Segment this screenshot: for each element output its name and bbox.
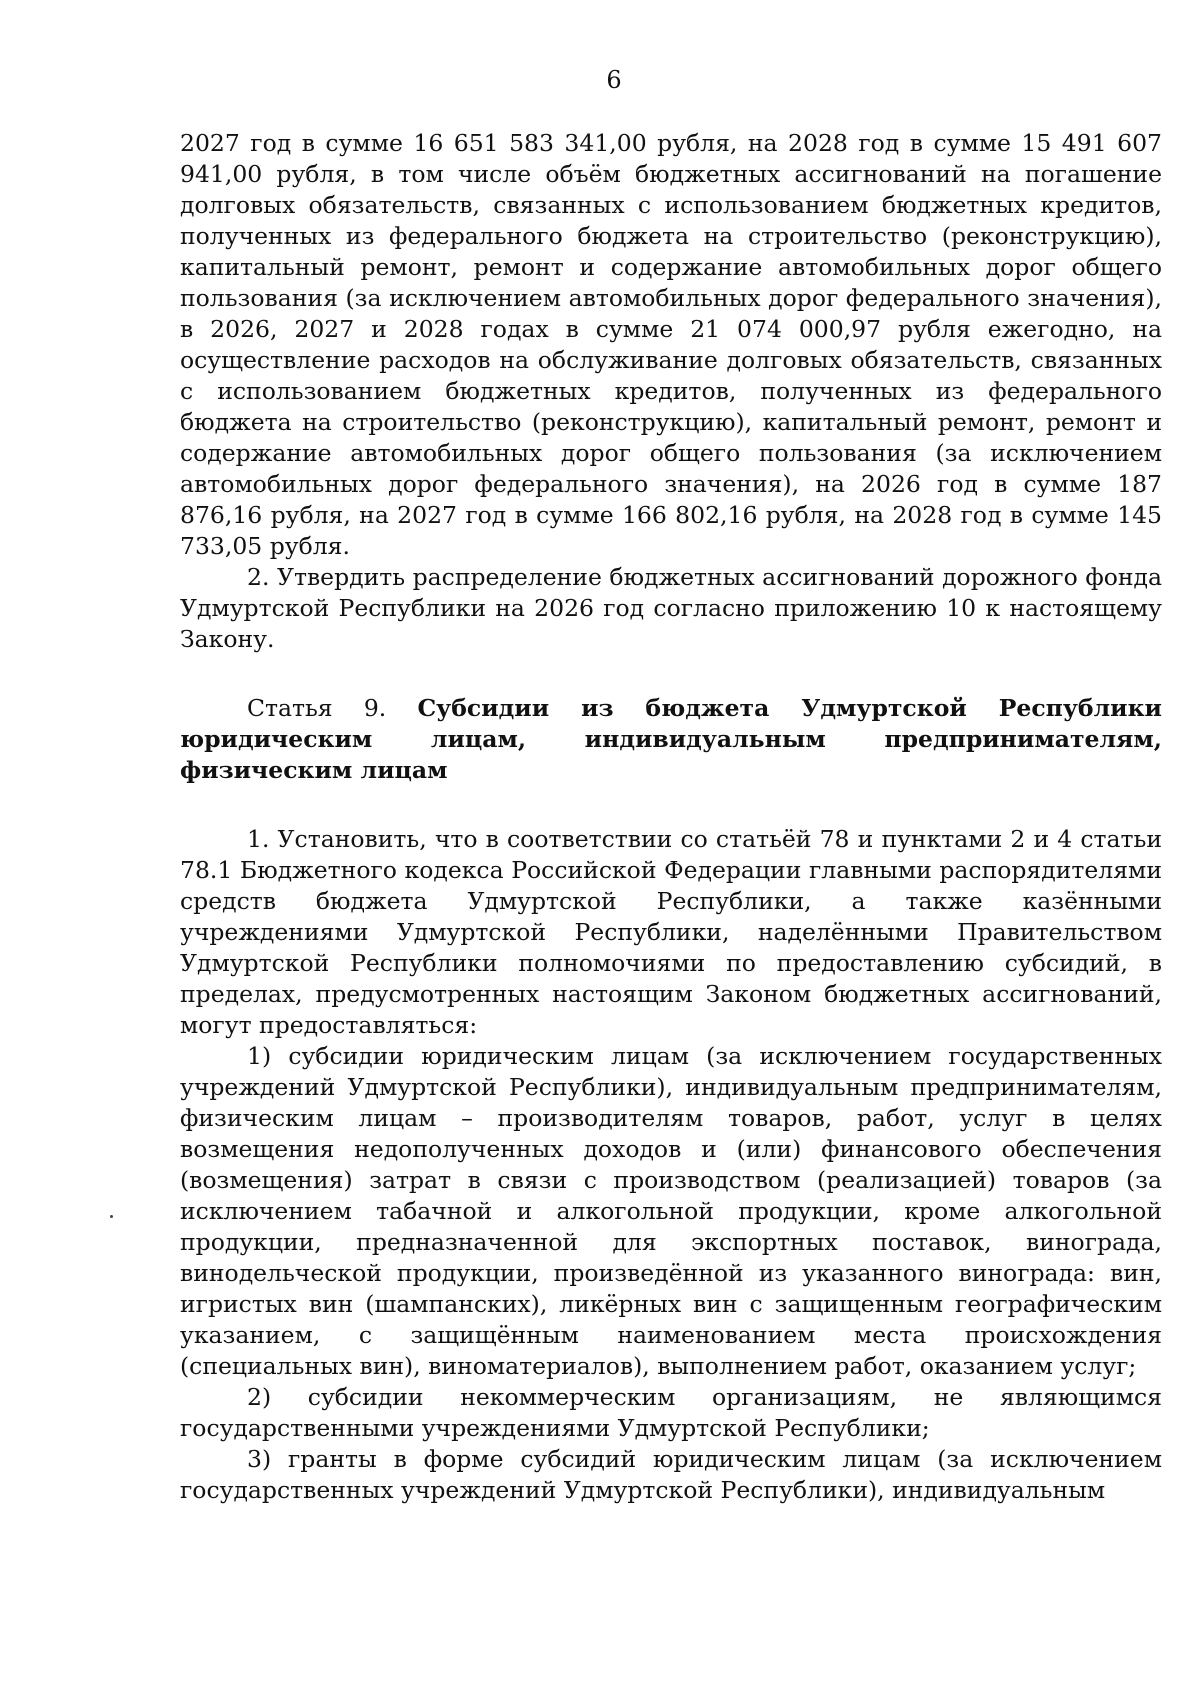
paragraph-continuation: 2027 год в сумме 16 651 583 341,00 рубля, на 2028 год в сумме 15 491 607 941,00 рубля, в том числе объём бюджетных ассигнований на погашение долговых обязательств, связанных с использованием бюджетных кредитов, полученных из федерального бюджета на строительство (реконструкцию), капитальный ремонт, ремонт и содержание автомобильных дорог общего пользования (за исключением автомобильных дорог федерального значения), в 2026, 2027 и 2028 годах в сумме 21 074 000,97 рубля ежегодно, на осуществление расходов на обслуживание долговых обязательств, связанных с использованием бюджетных кредитов, полученных из федерального бюджета на строительство (реконструкцию), капитальный ремонт, ремонт и содержание автомобильных дорог общего пользования (за исключением автомобильных дорог федерального значения), на 2026 год в сумме 187 876,16 рубля, на 2027 год в сумме 166 802,16 рубля, на 2028 год в сумме 145 733,05 рубля. <box>180 129 1162 560</box>
article-9-paragraph-1: 1. Установить, что в соответствии со статьёй 78 и пунктами 2 и 4 статьи 78.1 Бюджетного кодекса Российской Федерации главными распорядителями средств бюджета Удмуртской Республики, а также казёнными учреждениями Удмуртской Республики, наделёнными Правительством Удмуртской Республики полномочиями по предоставлению субсидий, в пределах, предусмотренных настоящим Законом бюджетных ассигнований, могут предоставляться: <box>180 825 1162 1039</box>
article-9-item-3: 3) гранты в форме субсидий юридическим лицам (за исключением государственных учреждений Удмуртской Республики), индивидуальным <box>180 1445 1162 1504</box>
page-number: 6 <box>606 66 622 94</box>
scan-speck <box>110 1215 113 1218</box>
article-label: Статья 9. <box>247 694 418 722</box>
article-9-item-2: 2) субсидии некоммерческим организациям, не являющимся государственными учреждениями Удмуртской Республики; <box>180 1383 1162 1442</box>
document-body <box>180 128 1162 1506</box>
paragraph-item-2: 2. Утвердить распределение бюджетных ассигнований дорожного фонда Удмуртской Республики на 2026 год согласно приложению 10 к настоящему Закону. <box>180 563 1162 653</box>
article-9-item-1: 1) субсидии юридическим лицам (за исключением государственных учреждений Удмуртской Республики), индивидуальным предпринимателям, физическим лицам – производителям товаров, работ, услуг в целях возмещения недополученных доходов и (или) финансового обеспечения (возмещения) затрат в связи с производством (реализацией) товаров (за исключением табачной и алкогольной продукции, кроме алкогольной продукции, предназначенной для экспортных поставок, винограда, винодельческой продукции, произведённой из указанного винограда: вин, игристых вин (шампанских), ликёрных вин с защищенным географическим указанием, с защищённым наименованием места происхождения (специальных вин), виноматериалов), выполнением работ, оказанием услуг; <box>180 1042 1162 1380</box>
article-title: Субсидии из бюджета Удмуртской Республики юридическим лицам, индивидуальным предпринимателям, физическим лицам <box>180 694 1162 784</box>
article-heading <box>180 693 1162 786</box>
